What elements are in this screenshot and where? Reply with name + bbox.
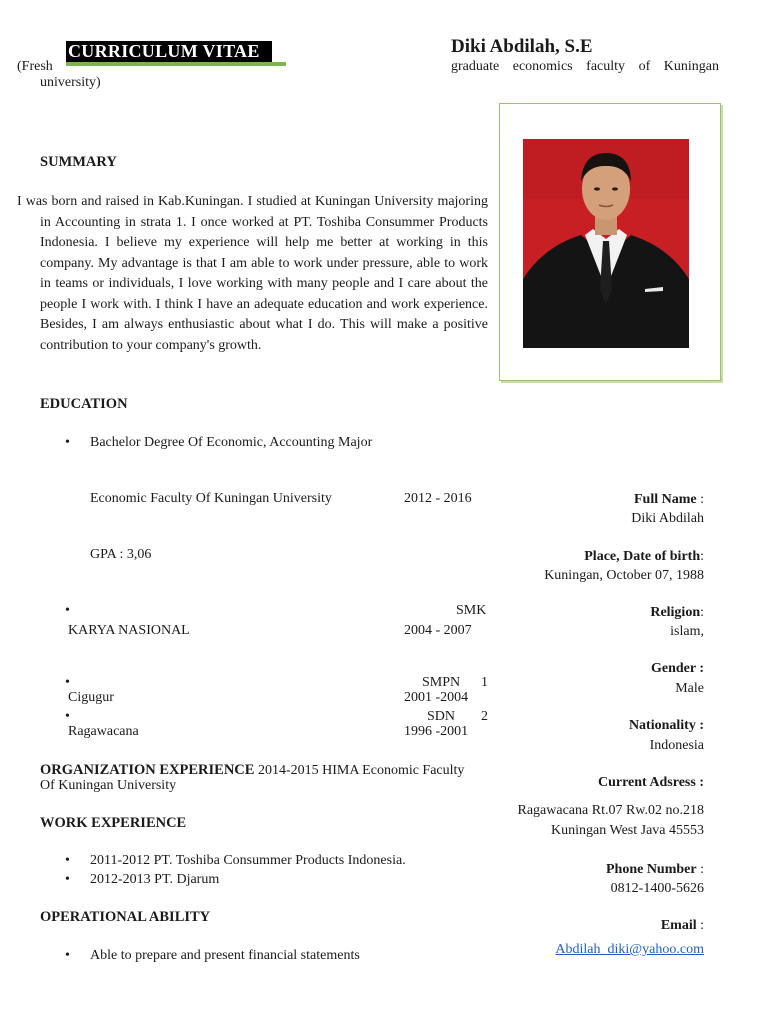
education-gpa: GPA : 3,06	[90, 547, 152, 562]
bullet-icon: •	[65, 603, 70, 618]
sdn-name-b: Ragawacana	[68, 724, 139, 739]
religion-value: islam,	[670, 624, 704, 639]
gender-label: Gender :	[650, 661, 704, 676]
person-portrait-icon	[523, 139, 689, 348]
smk-name-b: KARYA NASIONAL	[68, 623, 190, 638]
candidate-name: Diki Abdilah, S.E	[451, 36, 593, 57]
sdn-name-a: SDN	[427, 709, 456, 724]
sdn-number: 2	[481, 709, 488, 724]
bullet-icon: •	[65, 675, 70, 690]
summary-heading: SUMMARY	[40, 154, 117, 170]
sdn-years: 1996 -2001	[404, 724, 469, 739]
smpn-name-b: Cigugur	[68, 690, 114, 705]
address-line-1: Ragawacana Rt.07 Rw.02 no.218	[517, 803, 704, 818]
summary-paragraph: I was born and raised in Kab.Kuningan. I studied at Kuningan University majoring in Accounting in strata 1. I once worked at PT. Toshiba Consummer Products Indonesia. I believe my experience will help me better at working in this company. My advantage is that I am able to work under pressure, able to work in teams or individuals, I love working with many people and I care about the people I work with. I think I have an adequate education and work experience. Besides, I am always enthusiastic about what I do. This will make a positive contribution to your company's growth.	[17, 194, 488, 353]
religion-sep: :	[700, 605, 704, 620]
fresh-graduate-cont: university)	[40, 75, 101, 90]
operational-heading: OPERATIONAL ABILITY	[40, 909, 211, 925]
summary-text	[17, 192, 488, 356]
phone-value: 0812-1400-5626	[610, 881, 704, 896]
photo-frame	[499, 103, 721, 381]
smk-years: 2004 - 2007	[404, 623, 472, 638]
bullet-icon: •	[65, 435, 70, 450]
nationality-value: Indonesia	[649, 738, 704, 753]
organization-heading: ORGANIZATION EXPERIENCE	[40, 762, 255, 778]
full-name-label: Full Name	[634, 492, 697, 507]
gender-label-row	[651, 661, 704, 677]
education-faculty: Economic Faculty Of Kuningan University	[90, 491, 332, 506]
phone-label: Phone Number	[605, 862, 697, 877]
smpn-name-a: SMPN	[422, 675, 461, 690]
birth-sep: :	[700, 549, 704, 564]
address-label-row	[598, 775, 704, 791]
organization-text-1: 2014-2015 HIMA Economic Faculty	[257, 763, 465, 778]
smpn-number: 1	[481, 675, 488, 690]
organization-text-2: Of Kuningan University	[40, 778, 177, 793]
work-heading: WORK EXPERIENCE	[40, 815, 187, 831]
profile-photo	[523, 139, 689, 348]
religion-label-row	[650, 605, 704, 621]
birth-value: Kuningan, October 07, 1988	[544, 568, 704, 583]
address-line-2: Kuningan West Java 45553	[551, 823, 704, 838]
religion-label: Religion	[650, 605, 701, 620]
fresh-graduate-text: graduate economics faculty of Kuningan	[451, 59, 719, 74]
nationality-label: Nationality :	[628, 718, 704, 733]
birth-label-row	[584, 549, 704, 565]
phone-sep: :	[696, 862, 704, 877]
email-label-row	[661, 918, 704, 934]
bullet-icon: •	[65, 709, 70, 724]
smk-name-a: SMK	[456, 603, 487, 618]
address-label: Current Adsress :	[597, 775, 704, 790]
education-faculty-years: 2012 - 2016	[404, 491, 472, 506]
education-heading: EDUCATION	[40, 396, 128, 412]
birth-label: Place, Date of birth	[584, 549, 701, 564]
full-name-sep: :	[696, 492, 704, 507]
bullet-icon: •	[65, 853, 70, 868]
gender-value: Male	[675, 681, 704, 696]
bullet-icon: •	[65, 948, 70, 963]
smpn-years: 2001 -2004	[404, 690, 469, 705]
organization-section	[40, 762, 490, 779]
title-underline	[66, 62, 286, 66]
education-degree: Bachelor Degree Of Economic, Accounting Major	[90, 435, 373, 450]
operational-item-1: Able to prepare and present financial statements	[90, 948, 360, 963]
email-link[interactable]: Abdilah_diki@yahoo.com	[555, 942, 704, 957]
bullet-icon: •	[65, 872, 70, 887]
full-name-value: Diki Abdilah	[631, 511, 704, 526]
cv-title: CURRICULUM VITAE	[66, 41, 272, 62]
work-item-2: 2012-2013 PT. Djarum	[90, 872, 220, 887]
work-item-1: 2011-2012 PT. Toshiba Consummer Products Indonesia.	[90, 853, 406, 868]
full-name-label-row	[634, 492, 704, 508]
email-sep: :	[696, 918, 704, 933]
fresh-graduate-open: (Fresh	[17, 59, 53, 74]
phone-label-row	[606, 862, 704, 878]
email-label: Email	[660, 918, 697, 933]
nationality-label-row	[629, 718, 704, 734]
